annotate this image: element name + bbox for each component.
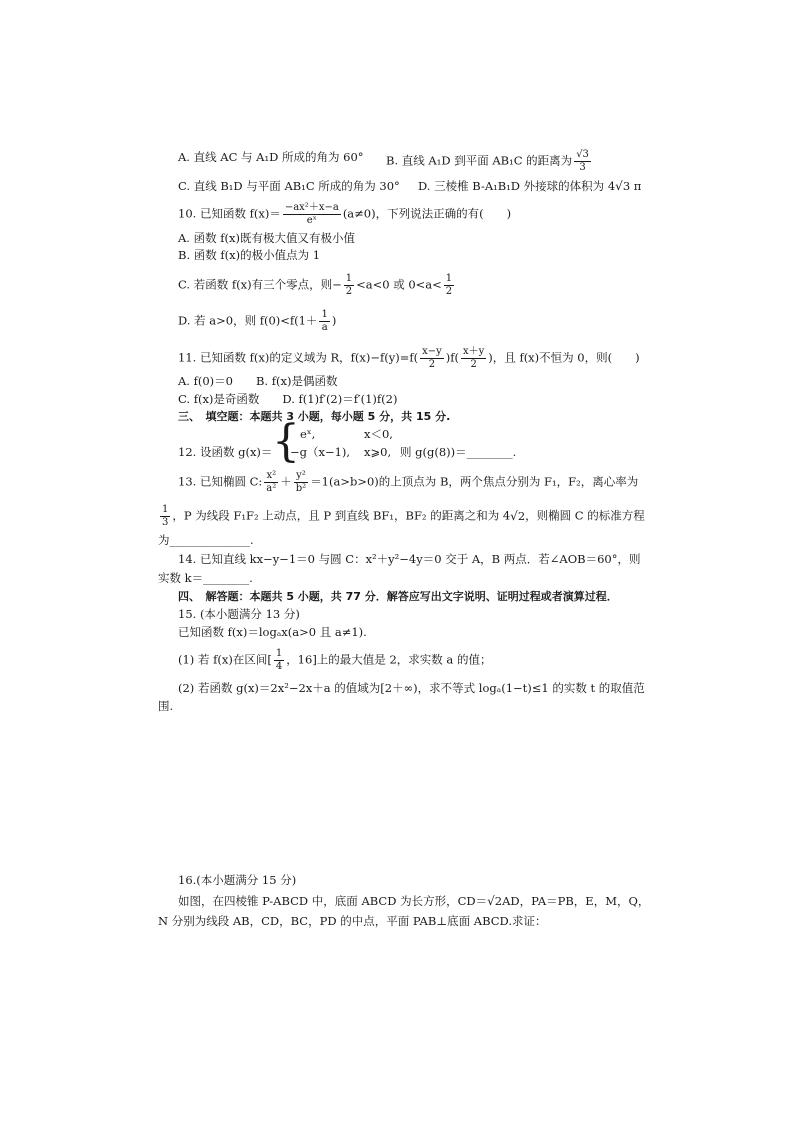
q11-stem: 11. 已知函数 f(x)的定义域为 R，f(x)−f(y)=f( $\frac{x-y}{2}$ )f( $\frac{x+y}{2}$ )，且 f(x)不恒为 0，则( ) xyxy=(178,346,640,370)
q16-root: √ 2 xyxy=(487,893,502,909)
q13-fraction-y: $\frac{\text{y²}}{\text{b²}}$ xyxy=(295,470,307,494)
q10-c-fraction-1: $\frac{1}{2}$ xyxy=(345,273,353,297)
q10-option-d: D. 若 a>0，则 f(0)<f(1＋ $\frac{1}{a}$ ) xyxy=(178,309,337,333)
q10-d-fraction: $\frac{1}{a}$ xyxy=(321,309,328,333)
q12-suffix: 则 g(g(8))＝________. xyxy=(400,445,517,459)
q9-option-d: D. 三棱椎 B-A₁B₁D 外接球的体积为 4√ 3 π xyxy=(418,178,641,194)
section3-heading: 三、 填空题：本题共 3 小题，每小题 5 分，共 15 分. xyxy=(178,410,451,423)
q10-option-b: B. 函数 f(x)的极小值点为 1 xyxy=(178,248,321,262)
q9-d-root: √ 3 xyxy=(615,178,630,194)
q10-c-fraction-2: $\frac{1}{2}$ xyxy=(445,273,453,297)
q13-line1: 13. 已知椭圆 C: $\frac{\text{x²}}{\text{a²}}$ ＋ $\frac{\text{y²}}{\text{b²}}$ ＝1(a>b>0)的上顶点为 B，两个焦点分别为 F₁，F₂，离心率为 xyxy=(178,470,639,494)
q13-eccentricity-fraction: $\frac{1}{3}$ xyxy=(162,504,169,528)
q9-option-b: B. 直线 A₁D 到平面 AB₁C 的距离为 $\frac{√3}{3}$ xyxy=(386,149,589,173)
q16-header: 16.(本小题满分 15 分) xyxy=(178,873,297,887)
q13-line3: 为______________. xyxy=(158,533,254,547)
q9-option-c: C. 直线 B₁D 与平面 AB₁C 所成的角为 30° xyxy=(178,179,400,193)
section4-heading: 四、 解答题：本题共 5 小题，共 77 分．解答应写出文字说明、证明过程或者演算过程． xyxy=(178,590,618,603)
q14-line2: 实数 k＝________. xyxy=(158,571,253,585)
q11-options-ab: A. f(0)＝0 B. f(x)是偶函数 xyxy=(178,374,338,388)
q13-line2: $\frac{1}{3}$ ，P 为线段 F₁F₂ 上动点，且 P 到直线 BF₁，BF₂ 的距离之和为 4√ 2，则椭圆 C 的标准方程 xyxy=(158,504,645,529)
q11-fraction-1: $\frac{x-y}{2}$ xyxy=(422,346,442,370)
q16-line1: 如图，在四棱锥 P-ABCD 中，底面 ABCD 为长方形，CD＝√ 2AD，PA＝PB，E，M，Q， xyxy=(178,893,649,909)
q12-prefix: 12. 设函数 g(x)＝ xyxy=(178,445,273,459)
q10-option-c: C. 若函数 f(x)有三个零点，则− $\frac{1}{2}$ <a<0 或 0<a< $\frac{1}{2}$ xyxy=(178,273,453,297)
q9-option-a: A. 直线 AC 与 A₁D 所成的角为 60° xyxy=(178,150,364,164)
q10-fraction: $\frac{\text{−ax²＋x−a}}{\text{eˣ}}$ xyxy=(284,202,339,226)
q15-header: 15. (本小题满分 13 分) xyxy=(178,607,300,621)
q15-stem: 已知函数 f(x)＝logₐx(a>0 且 a≠1). xyxy=(178,625,367,639)
q15-part2-line1: (2) 若函数 g(x)＝2x²−2x＋a 的值域为[2＋∞)，求不等式 logₐ(1−t)≤1 的实数 t 的取值范 xyxy=(178,681,645,695)
q11-fraction-2: $\frac{x+y}{2}$ xyxy=(463,346,485,370)
q10-option-a: A. 函数 f(x)既有极大值又有极小值 xyxy=(178,231,355,245)
q15-part2-line2: 围. xyxy=(158,699,174,713)
q15-fraction: $\frac{1}{4}$ xyxy=(275,648,283,672)
q13-fraction-x: $\frac{\text{x²}}{\text{a²}}$ xyxy=(266,470,277,494)
q12-case1-expr: eˣ, xyxy=(300,427,316,441)
q11-options-cd: C. f(x)是奇函数 D. f(1)f′(2)＝f′(1)f(2) xyxy=(178,392,398,406)
q14-line1: 14. 已知直线 kx−y−1＝0 与圆 C：x²＋y²−4y＝0 交于 A，B 两点．若∠AOB＝60°，则 xyxy=(178,552,641,566)
q12-case2-expr: −g（x−1), xyxy=(290,445,351,459)
q16-line2: N 分别为线段 AB，CD，BC，PD 的中点，平面 PAB⊥底面 ABCD.求证： xyxy=(158,914,547,928)
q9-b-fraction: $\frac{√3}{3}$ xyxy=(576,149,589,173)
q10-stem: 10. 已知函数 f(x)＝ $\frac{\text{−ax²＋x−a}}{\text{eˣ}}$ (a≠0)，下列说法正确的有( ) xyxy=(178,202,512,226)
q15-part1: (1) 若 f(x)在区间[ $\frac{1}{4}$ ，16]上的最大值是 2，求实数 a 的值； xyxy=(178,648,492,672)
q12-brace: { xyxy=(272,416,300,467)
q12-case2-cond: x⩾0, xyxy=(364,445,392,459)
q12-case1-cond: x＜0, xyxy=(364,427,393,441)
q13-root: √ 2 xyxy=(510,508,525,524)
